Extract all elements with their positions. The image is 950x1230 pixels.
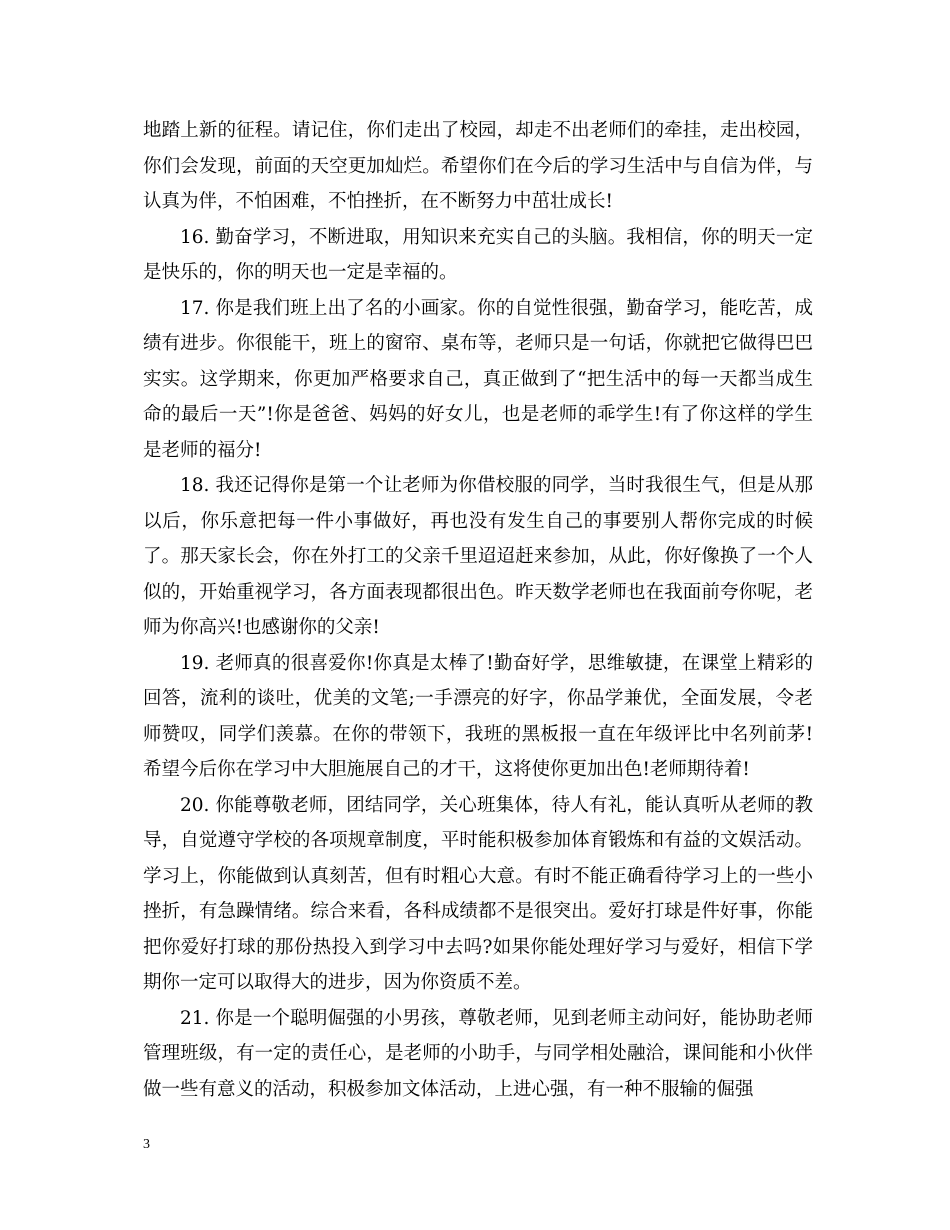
page-number: 3 — [143, 1137, 150, 1152]
paragraph-20: 20. 你能尊敬老师，团结同学，关心班集体，待人有礼，能认真听从老师的教导，自觉遵守学校的各项规章制度，平时能积极参加体育锻炼和有益的文娱活动。学习上，你能做到认真刻苦，但有时粗心大意。有时不能正确看待学习上的一些小挫折，有急躁情绪。综合来看，各科成绩都不是很突出。爱好打球是件好事，你能把你爱好打球的那份热投入到学习中去吗?如果你能处理好学习与爱好，相信下学期你一定可以取得大的进步，因为你资质不差。 — [143, 794, 813, 993]
paragraph-continued: 地踏上新的征程。请记住，你们走出了校园，却走不出老师们的牵挂，走出校园，你们会发现，前面的天空更加灿烂。希望你们在今后的学习生活中与自信为伴，与认真为伴，不怕困难，不怕挫折，在不断努力中茁壮成长! — [143, 120, 813, 212]
document-body — [143, 113, 813, 1107]
paragraph-16: 16. 勤奋学习，不断进取，用知识来充实自己的头脑。我相信，你的明天一定是快乐的，你的明天也一定是幸福的。 — [143, 226, 813, 283]
paragraph-18: 18. 我还记得你是第一个让老师为你借校服的同学，当时我很生气，但是从那以后，你乐意把每一件小事做好，再也没有发生自己的事要别人帮你完成的时候了。那天家长会，你在外打工的父亲千里迢迢赶来参加，从此，你好像换了一个人似的，开始重视学习，各方面表现都很出色。昨天数学老师也在我面前夸你呢，老师为你高兴!也感谢你的父亲! — [143, 475, 813, 638]
paragraph-17: 17. 你是我们班上出了名的小画家。你的自觉性很强，勤奋学习，能吃苦，成绩有进步。你很能干，班上的窗帘、桌布等，老师只是一句话，你就把它做得巴巴实实。这学期来，你更加严格要求自己，真正做到了“把生活中的每一天都当成生命的最后一天”!你是爸爸、妈妈的好女儿，也是老师的乖学生!有了你这样的学生是老师的福分! — [143, 297, 813, 461]
paragraph-21: 21. 你是一个聪明倔强的小男孩，尊敬老师，见到老师主动问好，能协助老师管理班级，有一定的责任心，是老师的小助手，与同学相处融洽，课间能和小伙伴做一些有意义的活动，积极参加文体活动，上进心强，有一种不服输的倔强 — [143, 1007, 813, 1100]
paragraph-19: 19. 老师真的很喜爱你!你真是太棒了!勤奋好学，思维敏捷，在课堂上精彩的回答，流利的谈吐，优美的文笔;一手漂亮的好字，你品学兼优，全面发展，令老师赞叹，同学们羡慕。在你的带领下，我班的黑板报一直在年级评比中名列前茅!希望今后你在学习中大胆施展自己的才干，这将使你更加出色!老师期待着! — [143, 652, 813, 780]
